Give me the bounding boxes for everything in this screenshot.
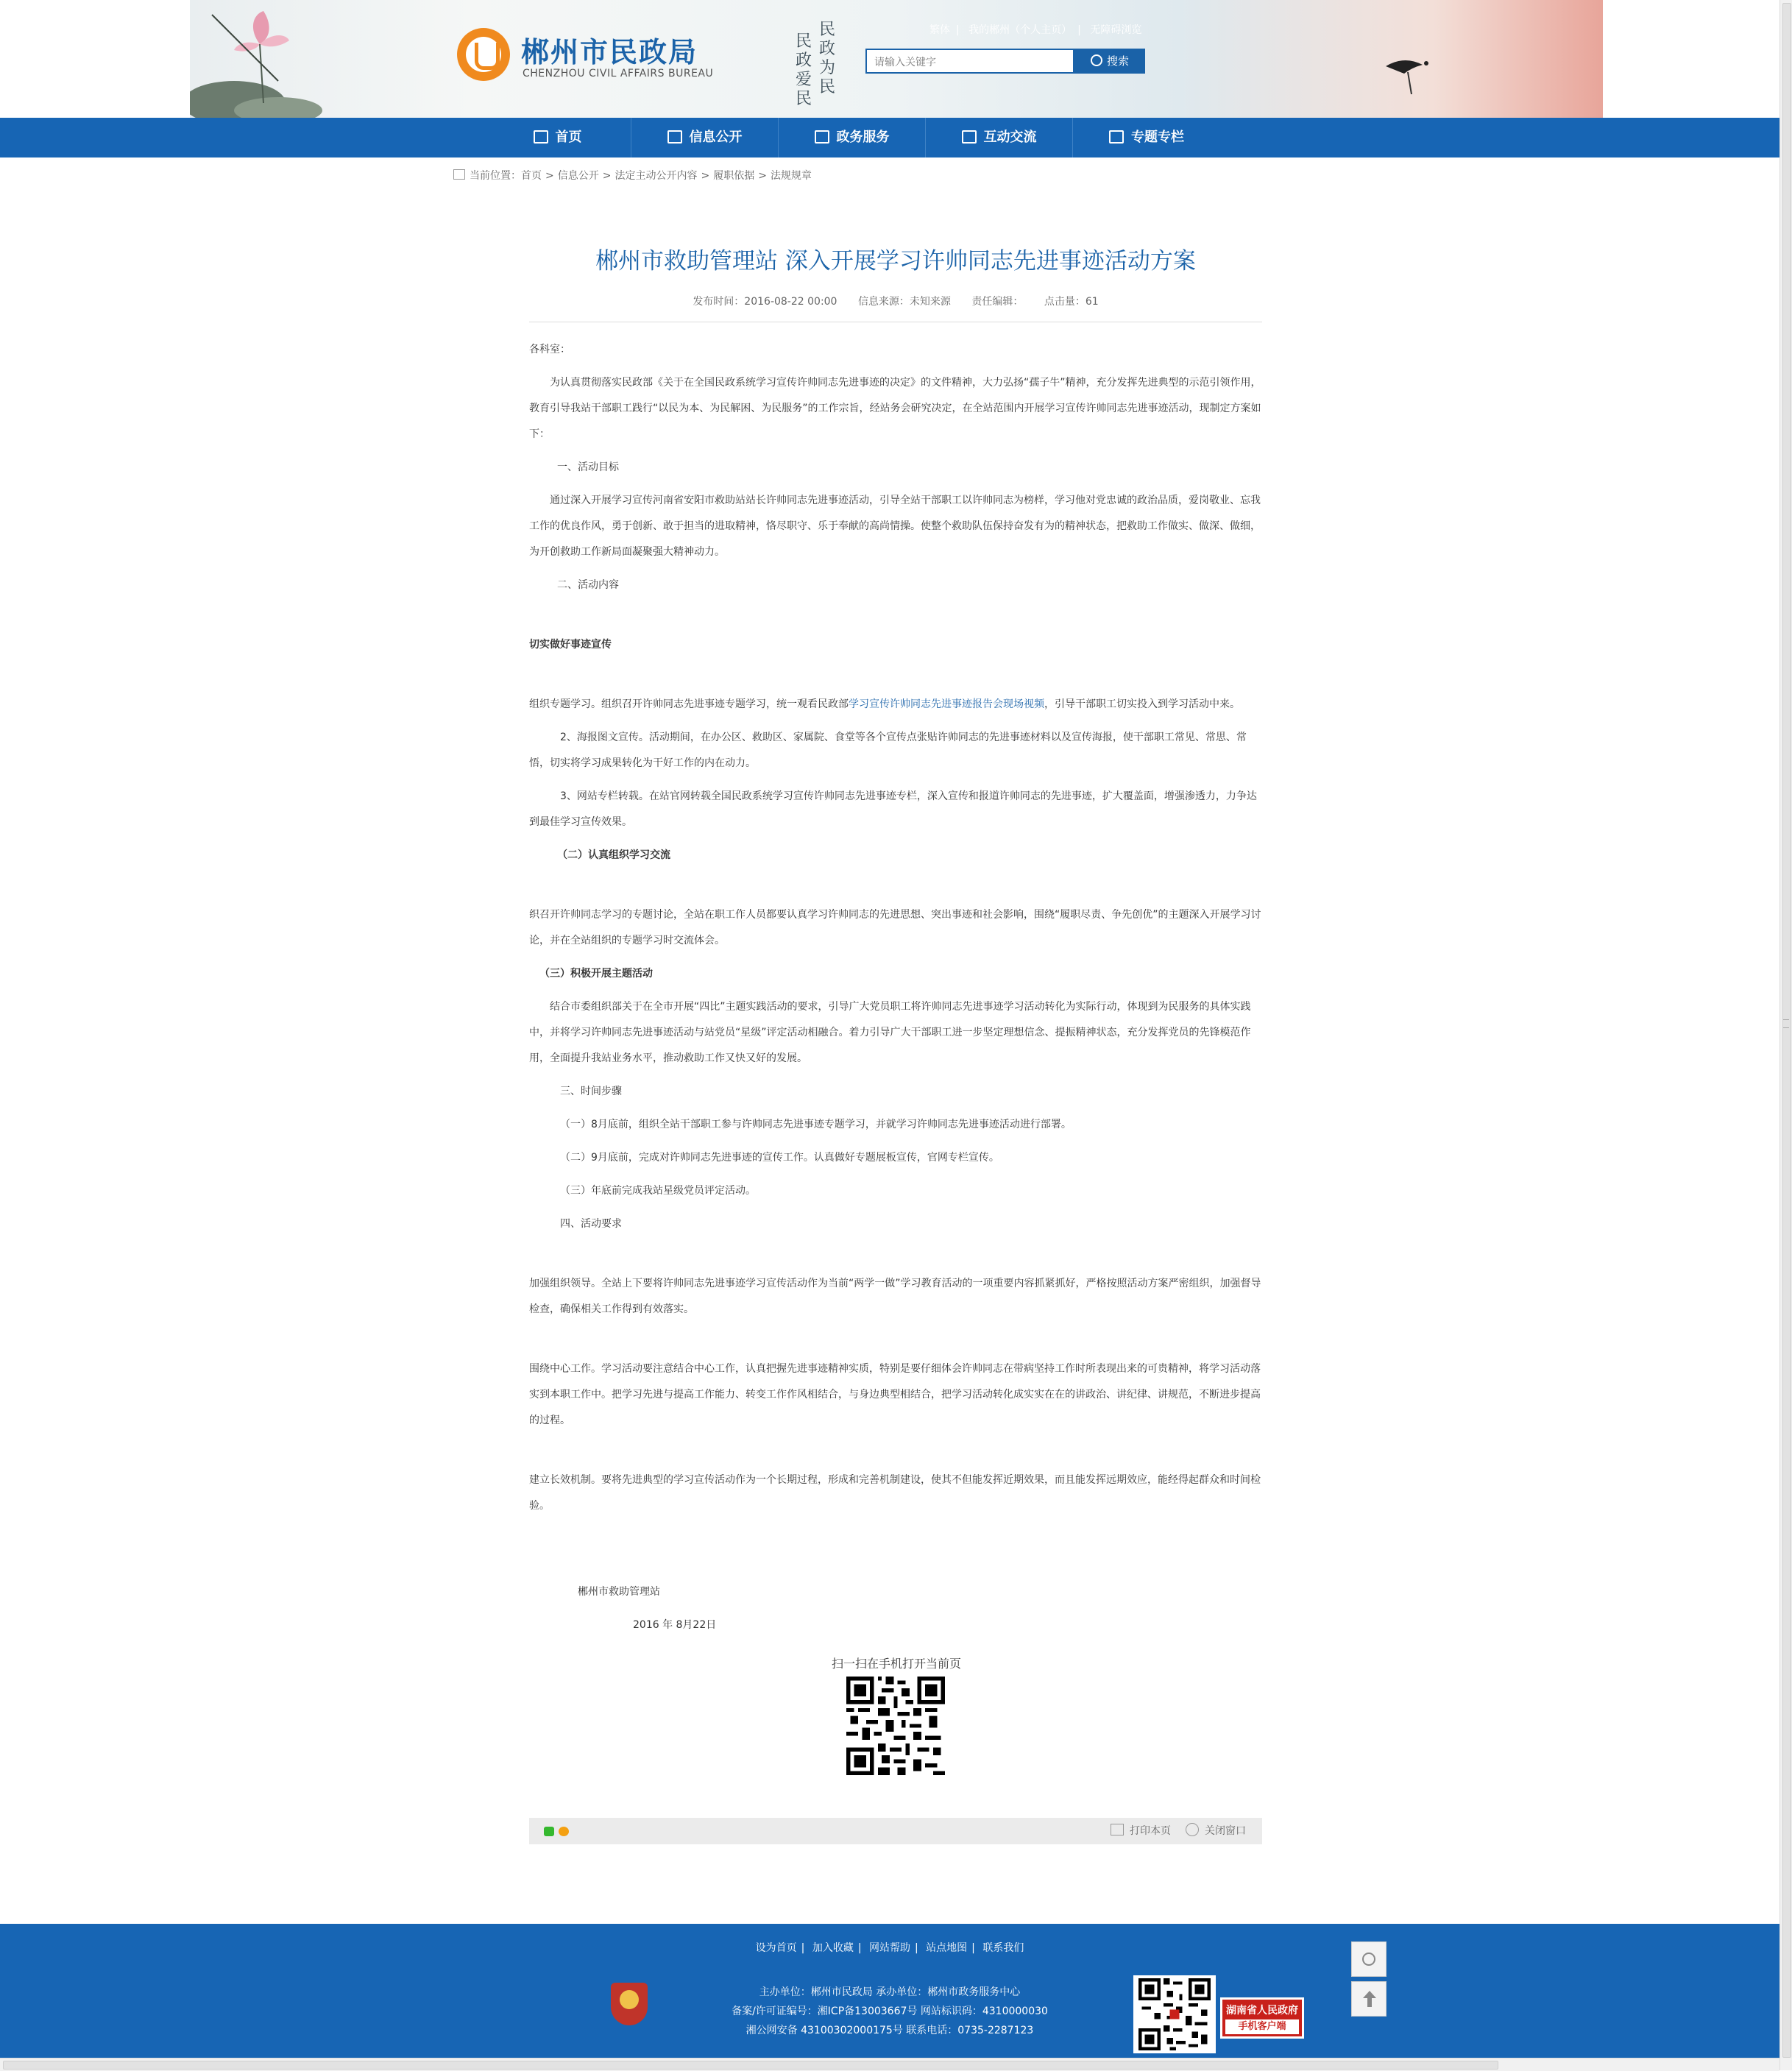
section-heading: 二、活动内容 <box>557 579 619 591</box>
paragraph <box>529 692 1262 718</box>
paragraph: 加强组织领导。全站上下要将许帅同志先进事迹学习宣传活动作为当前“两学一做”学习教育活动的一项重要内容抓紧抓好，严格按照活动方案严密组织，加强督导检查，确保相关工作得到有效落实。 <box>529 1278 1261 1315</box>
article <box>529 239 1262 1646</box>
close-icon <box>1186 1823 1199 1836</box>
paragraph: 结合市委组织部关于在全市开展“四比”主题实践活动的要求，引导广大党员职工将许帅同志先进事迹学习活动转化为实际行动，体现到为民服务的具体实践中，并将学习许帅同志先进事迹活动与站党员“星级”评定活动相融合。着力引导广大干部职工进一步坚定理想信念、提振精神状态，充分发挥党员的先锋模范作用，全面提升我站业务水平，推动救助工作又快又好的发展。 <box>529 1001 1251 1064</box>
breadcrumb-item[interactable]: 首页 <box>521 170 542 182</box>
search-box <box>865 49 1074 74</box>
logo-title[interactable]: 郴州市民政局 <box>521 36 698 68</box>
logo-icon[interactable] <box>457 28 510 81</box>
edit-icon <box>815 130 829 144</box>
breadcrumb: 当前位置：首页 > 信息公开 > 法定主动公开内容 > 履职依据 > 法规规章 <box>453 168 812 183</box>
slogan-seal <box>790 15 841 107</box>
footer-info <box>0 1983 1779 2040</box>
wechat-share-icon[interactable] <box>544 1827 554 1836</box>
slogan-col-2: 民政爱民 <box>795 32 812 108</box>
logo-subtitle: CHENZHOU CIVIL AFFAIRS BUREAU <box>523 68 714 79</box>
paragraph: （一）8月底前，组织全站干部职工参与许帅同志先进事迹专题学习，并就学习许帅同志先进事迹活动进行部署。 <box>560 1119 1072 1130</box>
breadcrumb-label: 当前位置： <box>470 170 521 182</box>
print-button[interactable] <box>1111 1818 1171 1844</box>
publish-time: 发布时间：2016-08-22 00:00 <box>693 296 837 308</box>
signature: 郴州市救助管理站 <box>578 1586 660 1598</box>
home-icon <box>534 130 548 144</box>
paragraph: 通过深入开展学习宣传河南省安阳市救助站站长许帅同志先进事迹活动，引导全站干部职工以许帅同志为榜样，学习他对党忠诚的政治品质，爱岗敬业、忘我工作的优良作风，勇于创新、敢于担当的进取精神，恪尽职守、乐于奉献的高尚情操。使整个救助队伍保持奋发有为的精神状态，把救助工作做实、做深、做细，为开创救助工作新局面凝聚强大精神动力。 <box>529 495 1261 558</box>
scrollbar-thumb[interactable] <box>3 2061 1498 2070</box>
paragraph: 2、海报图文宣传。活动期间，在办公区、救助区、家属院、食堂等各个宣传点张贴许帅同志的先进事迹材料以及宣传海报，使干部职工常见、常思、常悟，切实将学习成果转化为干好工作的内在动力。 <box>529 732 1247 769</box>
footer-links: 设为首页 | 加入收藏 | 网站帮助 | 站点地图 | 联系我们 <box>755 1942 1024 1954</box>
article-body <box>529 337 1262 1638</box>
close-label: 关闭窗口 <box>1205 1825 1246 1837</box>
paragraph: 为认真贯彻落实民政部《关于在全国民政系统学习宣传许帅同志先进事迹的决定》的文件精神，大力弘扬“孺子牛”精神，充分发挥先进典型的示范引领作用，教育引导我站干部职工践行“以民为本、为民解困、为民服务”的工作宗旨，经站务会研究决定，在全站范围内开展学习宣传许帅同志先进事迹活动，现制定方案如下： <box>529 377 1261 440</box>
search-input[interactable] <box>867 50 1074 74</box>
qr-caption: 扫一扫在手机打开当前页 <box>832 1657 962 1671</box>
paragraph: （二）9月底前，完成对许帅同志先进事迹的宣传工作。认真做好专题展板宣传，官网专栏宣传。 <box>560 1152 999 1164</box>
paragraph: 各科室： <box>529 344 570 355</box>
footer-link-sitemap[interactable]: 站点地图 <box>926 1942 968 1954</box>
print-label: 打印本页 <box>1130 1825 1171 1837</box>
nav-label: 信息公开 <box>689 130 743 145</box>
paragraph: 织召开许帅同志学习的专题讨论，全站在职工作人员都要认真学习许帅同志的先进思想、突出事迹和社会影响，围绕“履职尽责、争先创优”的主题深入开展学习讨论，并在全站组织的专题学习时交流体会。 <box>529 909 1261 946</box>
footer-link-help[interactable]: 网站帮助 <box>869 1942 910 1954</box>
sign-date: 2016 年 8月22日 <box>633 1619 717 1631</box>
video-link[interactable]: 学习宣传许帅同志先进事迹报告会现场视频 <box>849 698 1044 710</box>
close-window-button[interactable] <box>1186 1818 1246 1844</box>
top-link-accessibility[interactable]: 无障碍浏览 <box>1090 24 1142 36</box>
footer-link-set-home[interactable]: 设为首页 <box>755 1942 797 1954</box>
chat-icon <box>962 130 977 144</box>
nav-label: 政务服务 <box>836 130 890 145</box>
breadcrumb-item[interactable]: 法定主动公开内容 <box>615 170 698 182</box>
footer-link-contact[interactable]: 联系我们 <box>982 1942 1024 1954</box>
top-link-traditional[interactable]: 繁体 <box>929 24 950 36</box>
nav-item-special-topics[interactable] <box>1073 118 1220 157</box>
nav-item-info-disclosure[interactable] <box>631 118 779 157</box>
footer-qr-code-icon <box>1133 1975 1216 2053</box>
scrollbar-thumb[interactable] <box>1782 3 1791 2058</box>
vertical-scrollbar[interactable] <box>1779 0 1792 2070</box>
responsible-editor: 责任编辑： <box>971 296 1024 308</box>
arrow-up-icon <box>1363 1991 1376 1998</box>
section-heading: 一、活动目标 <box>557 461 619 473</box>
search-button-label: 搜索 <box>1106 54 1129 68</box>
home-icon <box>453 169 465 180</box>
nav-item-gov-services[interactable] <box>779 118 926 157</box>
article-toolbar <box>529 1818 1262 1844</box>
view-count: 点击量：61 <box>1044 296 1099 308</box>
article-title: 郴州市救助管理站 深入开展学习许帅同志先进事迹活动方案 <box>595 248 1196 275</box>
search-button[interactable] <box>1074 49 1145 74</box>
article-meta <box>529 294 1262 322</box>
site-footer <box>0 1924 1779 2058</box>
main-nav <box>0 118 1779 157</box>
footer-host: 主办单位：郴州市民政局 承办单位：郴州市政务服务中心 <box>759 1986 1021 1998</box>
scrollbar-grip-icon <box>1783 1019 1789 1028</box>
breadcrumb-item[interactable]: 法规规章 <box>770 170 812 182</box>
share-icon <box>1362 1953 1375 1966</box>
footer-police[interactable]: 湘公网安备 43100302000175号 联系电话：0735-2287123 <box>746 2025 1034 2036</box>
paragraph: 建立长效机制。要将先进典型的学习宣传活动作为一个长期过程，形成和完善机制建设，使其不但能发挥近期效果，而且能发挥远期效应，能经得起群众和时间检验。 <box>529 1474 1261 1512</box>
slogan-col-1: 民政为民 <box>818 21 835 96</box>
nav-label: 互动交流 <box>983 130 1037 145</box>
info-source: 信息来源：未知来源 <box>857 296 951 308</box>
share-float-button[interactable] <box>1351 1941 1387 1977</box>
document-icon <box>667 130 682 144</box>
weibo-share-icon[interactable] <box>559 1827 569 1836</box>
top-links: 繁体 | 我的郴州（个人主页） | 无障碍浏览 <box>929 24 1142 36</box>
breadcrumb-item[interactable]: 信息公开 <box>557 170 599 182</box>
nav-label: 专题专栏 <box>1131 130 1184 145</box>
lotus-decoration-icon <box>190 0 344 118</box>
search-icon <box>1091 54 1102 66</box>
paragraph: 围绕中心工作。学习活动要注意结合中心工作，认真把握先进事迹精神实质，特别是要仔细体会许帅同志在带病坚持工作时所表现出来的可贵精神，将学习活动落实到本职工作中。把学习先进与提高工作能力、转变工作作风相结合，与身边典型相结合，把学习活动转化成实实在在的讲政治、讲纪律、讲规范，不断进步提高的过程。 <box>529 1363 1261 1426</box>
sub-heading: （二）认真组织学习交流 <box>557 849 670 861</box>
section-heading: 四、活动要求 <box>560 1218 622 1230</box>
footer-link-favorite[interactable]: 加入收藏 <box>812 1942 854 1954</box>
paragraph: 3、网站专栏转载。在站官网转载全国民政系统学习宣传许帅同志先进事迹专栏，深入宣传和报道许帅同志的先进事迹，扩大覆盖面，增强渗透力，力争达到最佳学习宣传效果。 <box>529 790 1257 828</box>
gov-app-subtitle: 手机客户端 <box>1225 2019 1299 2034</box>
nav-label: 首页 <box>555 130 582 145</box>
text: ，引导干部职工切实投入到学习活动中来。 <box>1044 698 1240 710</box>
printer-icon <box>1111 1824 1124 1835</box>
layers-icon <box>1109 130 1124 144</box>
back-to-top-button[interactable] <box>1351 1981 1387 2017</box>
footer-icp[interactable]: 备案/许可证编号：湘ICP备13003667号 网站标识码：4310000030 <box>732 2005 1048 2017</box>
horizontal-scrollbar[interactable] <box>0 2058 1779 2071</box>
nav-item-home[interactable] <box>484 118 631 157</box>
nav-item-interaction[interactable] <box>926 118 1073 157</box>
sub-heading: 切实做好事迹宣传 <box>529 639 612 651</box>
sub-heading: （三）积极开展主题活动 <box>539 968 653 980</box>
top-link-my-chenzhou[interactable]: 我的郴州（个人主页） <box>968 24 1072 36</box>
section-heading: 三、时间步骤 <box>560 1086 622 1097</box>
crane-decoration-icon <box>1382 52 1441 96</box>
qr-code-icon <box>846 1677 945 1775</box>
gov-app-title: 湖南省人民政府 <box>1226 2005 1298 2017</box>
paragraph: （三）年底前完成我站星级党员评定活动。 <box>560 1185 756 1197</box>
text: 组织专题学习。组织召开许帅同志先进事迹专题学习，统一观看民政部 <box>529 698 849 710</box>
hunan-gov-app-badge[interactable] <box>1220 1997 1304 2039</box>
breadcrumb-item[interactable]: 履职依据 <box>713 170 755 182</box>
